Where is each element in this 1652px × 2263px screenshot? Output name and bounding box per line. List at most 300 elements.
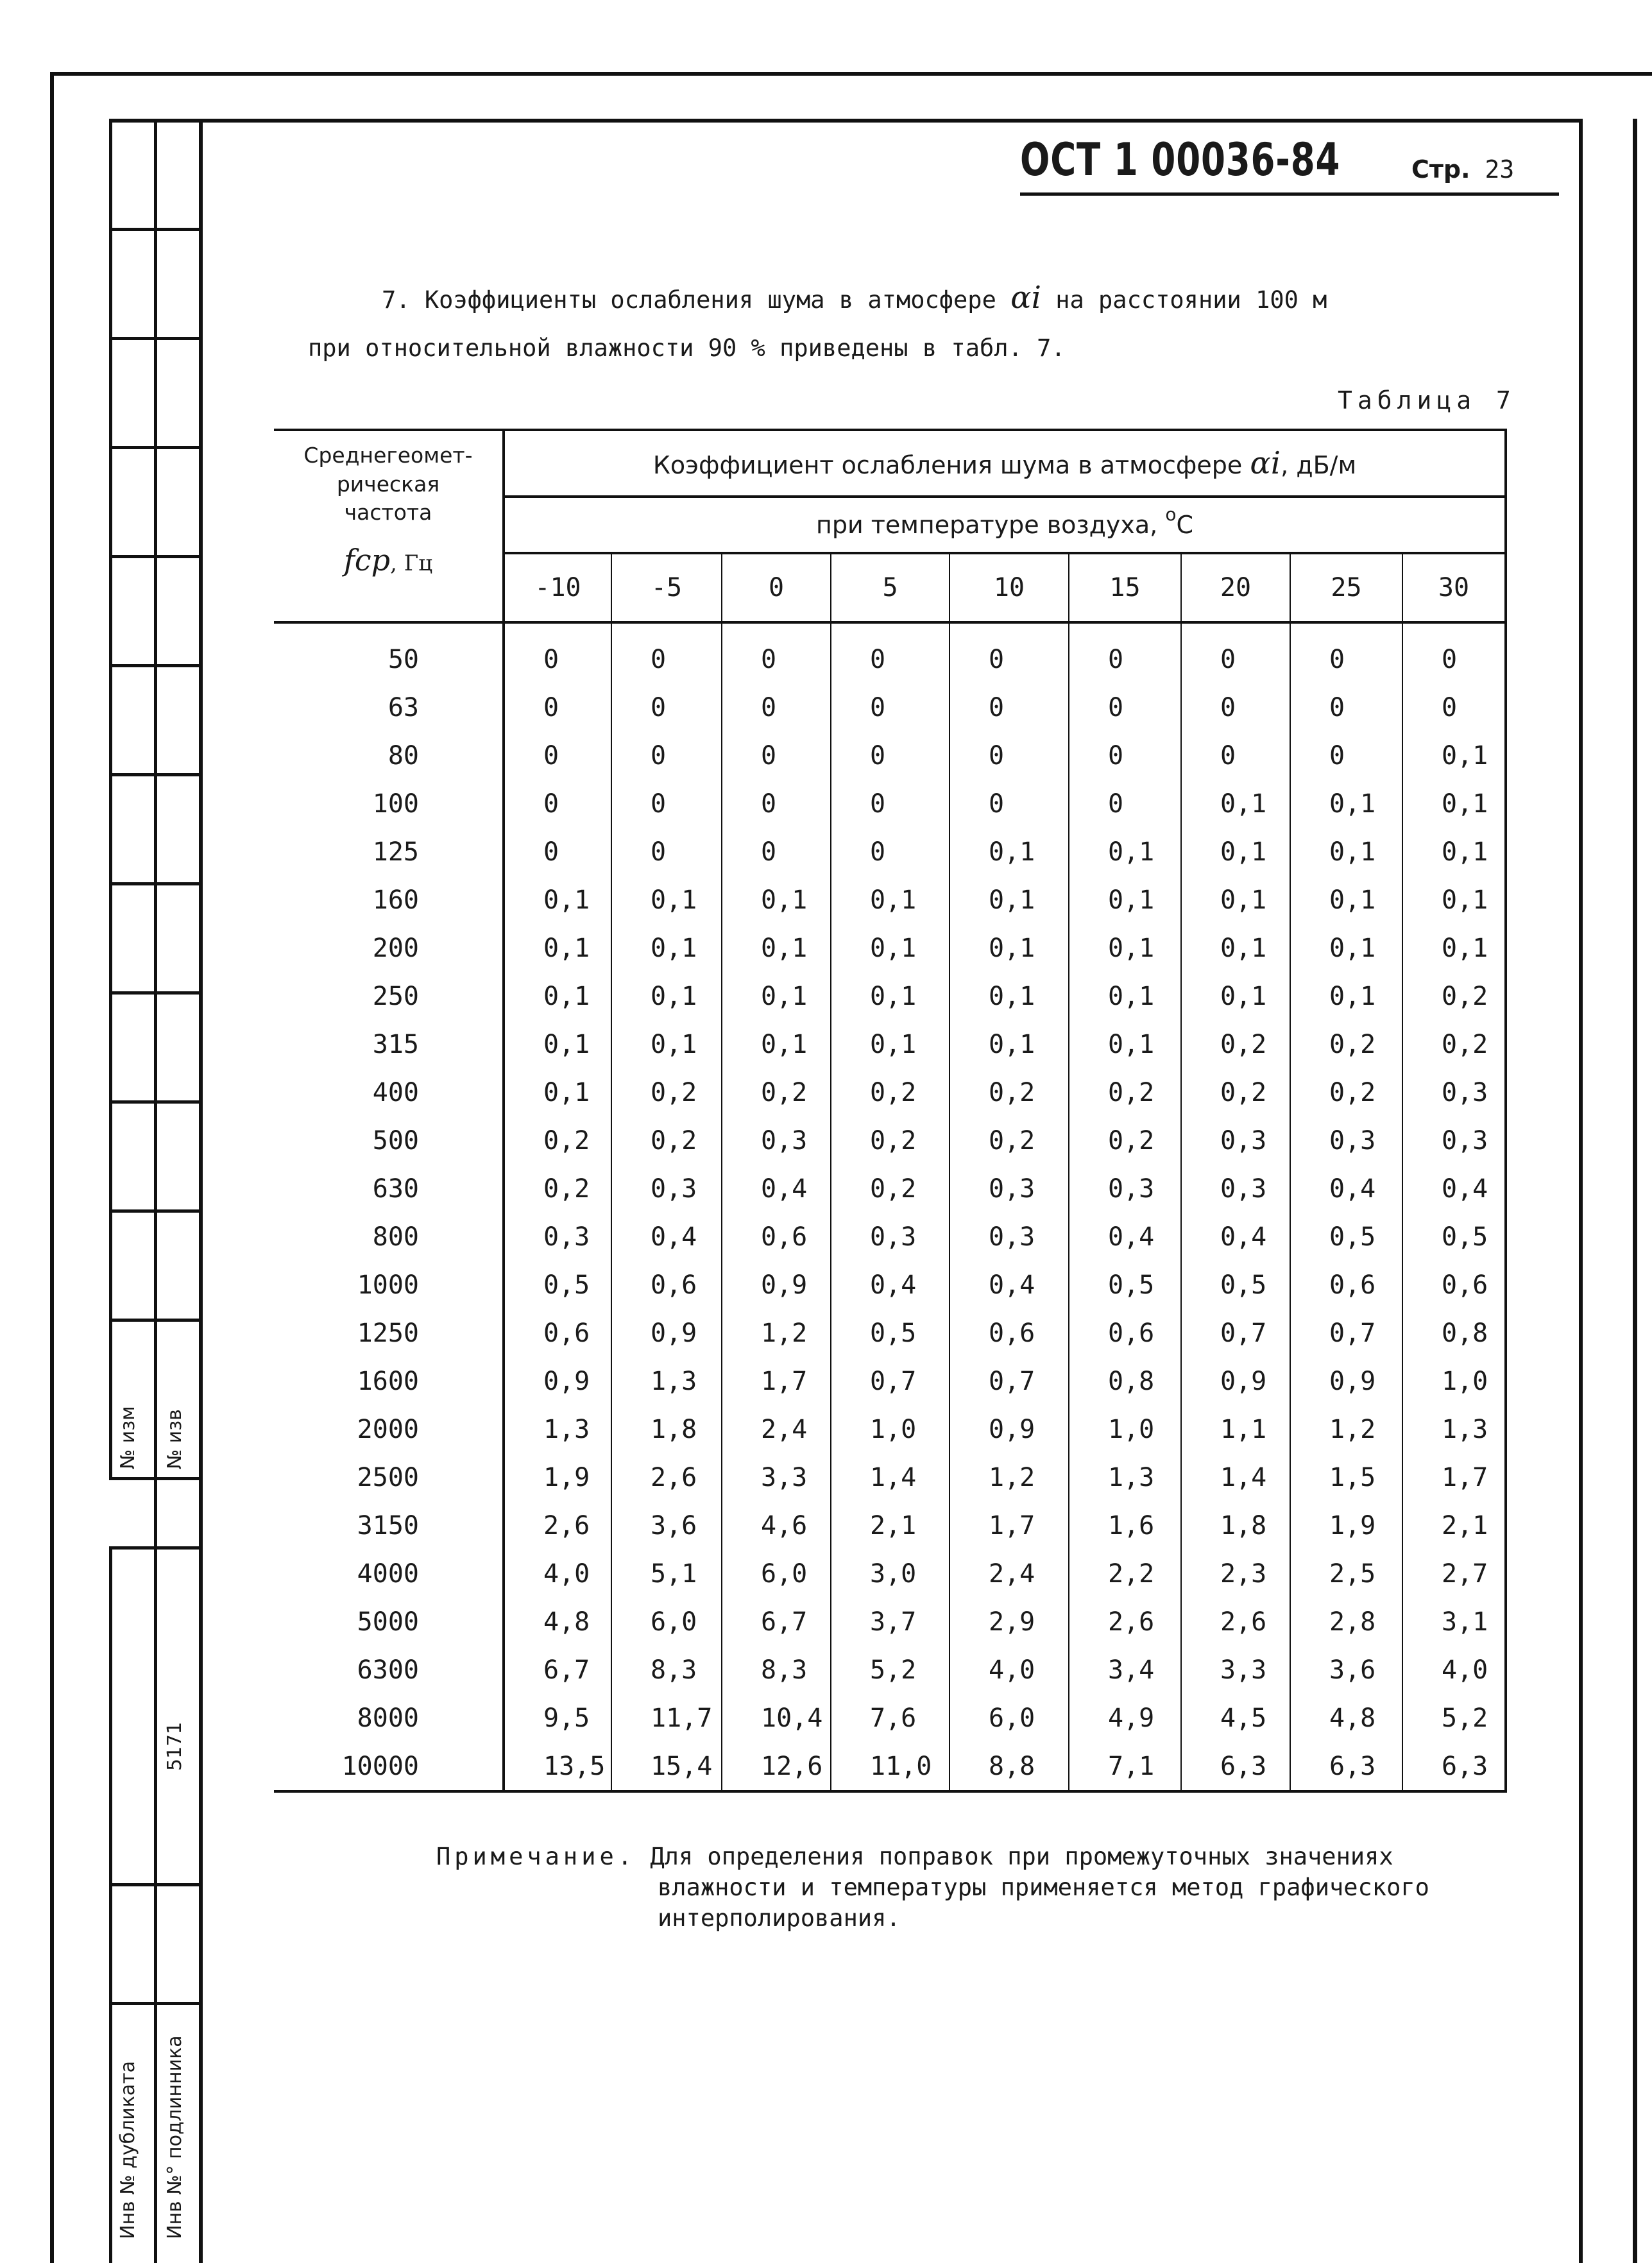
- value-cell: 1,3: [504, 1405, 611, 1453]
- table-row: [274, 1646, 1506, 1694]
- alpha-symbol-header: αi: [1250, 445, 1281, 481]
- value-cell: 0,9: [722, 1261, 831, 1309]
- frequency-cell: 2000: [274, 1405, 504, 1453]
- temperature-cell: -5: [611, 553, 722, 622]
- value-cell: 1,3: [611, 1357, 722, 1405]
- table-row: [274, 1357, 1506, 1405]
- value-cell: 0,1: [1402, 780, 1506, 828]
- value-cell: 0,6: [949, 1309, 1069, 1357]
- value-cell: 0,2: [722, 1068, 831, 1116]
- value-cell: 3,0: [831, 1550, 949, 1598]
- value-cell: 0,9: [1181, 1357, 1290, 1405]
- value-cell: 0,2: [949, 1116, 1069, 1165]
- value-cell: 6,0: [611, 1598, 722, 1646]
- paragraph-text-b: на расстоянии 100 м: [1055, 286, 1327, 314]
- value-cell: 2,2: [1069, 1550, 1181, 1598]
- page-label: Стр.: [1411, 155, 1470, 184]
- note-label: Примечание.: [436, 1843, 636, 1870]
- page-frame-right: [1579, 119, 1583, 2263]
- table-row: [274, 972, 1506, 1020]
- value-cell: 0,1: [949, 1020, 1069, 1068]
- value-cell: 2,5: [1290, 1550, 1402, 1598]
- value-cell: 2,9: [949, 1598, 1069, 1646]
- value-cell: 2,6: [1069, 1598, 1181, 1646]
- frequency-cell: 3150: [274, 1501, 504, 1550]
- value-cell: 6,0: [722, 1550, 831, 1598]
- value-cell: 0: [1290, 731, 1402, 780]
- value-cell: 1,7: [1402, 1453, 1506, 1501]
- value-cell: 1,2: [949, 1453, 1069, 1501]
- value-cell: 0,5: [1290, 1213, 1402, 1261]
- frequency-cell: 63: [274, 683, 504, 731]
- frequency-cell: 2500: [274, 1453, 504, 1501]
- value-cell: 4,8: [504, 1598, 611, 1646]
- value-cell: 6,0: [949, 1694, 1069, 1742]
- value-cell: 0: [831, 828, 949, 876]
- value-cell: 13,5: [504, 1742, 611, 1791]
- table-row: [274, 1453, 1506, 1501]
- frequency-cell: 1600: [274, 1357, 504, 1405]
- value-cell: 0: [1069, 780, 1181, 828]
- value-cell: 3,4: [1069, 1646, 1181, 1694]
- inv-podlinnika-label: Инв №° подлинника: [164, 2035, 186, 2239]
- value-cell: 0: [611, 780, 722, 828]
- value-cell: 0,3: [722, 1116, 831, 1165]
- value-cell: 0,1: [611, 876, 722, 924]
- value-cell: 0,3: [1402, 1068, 1506, 1116]
- value-cell: 4,9: [1069, 1694, 1181, 1742]
- value-cell: 3,7: [831, 1598, 949, 1646]
- value-cell: 3,6: [1290, 1646, 1402, 1694]
- value-cell: 0,1: [611, 972, 722, 1020]
- value-cell: 0,1: [1069, 876, 1181, 924]
- value-cell: 0,1: [831, 1020, 949, 1068]
- table-row: [274, 1020, 1506, 1068]
- frequency-column-header: Среднегеомет- рическая частота fср, Гц: [274, 430, 504, 622]
- value-cell: 0,9: [949, 1405, 1069, 1453]
- value-cell: 1,0: [1402, 1357, 1506, 1405]
- temperature-cell: -10: [504, 553, 611, 622]
- value-cell: 0,1: [1402, 731, 1506, 780]
- value-cell: 0,2: [1181, 1068, 1290, 1116]
- paragraph-text-a: 7. Коэффициенты ослабления шума в атмосфере: [382, 286, 996, 314]
- attenuation-header: Коэффициент ослабления шума в атмосфере αi, дБ/м: [504, 430, 1506, 497]
- value-cell: 0,4: [1069, 1213, 1181, 1261]
- value-cell: 3,6: [611, 1501, 722, 1550]
- value-cell: 10,4: [722, 1694, 831, 1742]
- table-row: [274, 1116, 1506, 1165]
- value-cell: 2,3: [1181, 1550, 1290, 1598]
- value-cell: 0,2: [831, 1116, 949, 1165]
- value-cell: 0,3: [1402, 1116, 1506, 1165]
- frequency-cell: 100: [274, 780, 504, 828]
- temperature-cell: 20: [1181, 553, 1290, 622]
- value-cell: 0,1: [1181, 924, 1290, 972]
- value-cell: 3,1: [1402, 1598, 1506, 1646]
- frequency-cell: 80: [274, 731, 504, 780]
- frequency-cell: 630: [274, 1165, 504, 1213]
- value-cell: 0,2: [831, 1165, 949, 1213]
- value-cell: 0,3: [949, 1213, 1069, 1261]
- value-cell: 0,1: [722, 876, 831, 924]
- value-cell: 0: [1069, 622, 1181, 683]
- paragraph-line-1: [382, 280, 1327, 316]
- inv-dublikata-label: Инв № дубликата: [117, 2060, 139, 2239]
- value-cell: 0,1: [949, 924, 1069, 972]
- stamp-strip-border: [199, 119, 203, 2263]
- value-cell: 2,6: [504, 1501, 611, 1550]
- value-cell: 0,4: [722, 1165, 831, 1213]
- value-cell: 0,2: [504, 1116, 611, 1165]
- value-cell: 1,8: [611, 1405, 722, 1453]
- value-cell: 0,1: [504, 972, 611, 1020]
- value-cell: 4,8: [1290, 1694, 1402, 1742]
- value-cell: 1,3: [1069, 1453, 1181, 1501]
- value-cell: 0: [722, 828, 831, 876]
- value-cell: 0,2: [1290, 1020, 1402, 1068]
- frequency-unit: , Гц: [390, 550, 433, 576]
- table-row: [274, 1742, 1506, 1791]
- value-cell: 0,4: [1181, 1213, 1290, 1261]
- value-cell: 8,3: [611, 1646, 722, 1694]
- value-cell: 7,6: [831, 1694, 949, 1742]
- frequency-cell: 1250: [274, 1309, 504, 1357]
- table-row: [274, 1550, 1506, 1598]
- value-cell: 0,5: [504, 1261, 611, 1309]
- value-cell: 0,1: [504, 1020, 611, 1068]
- frequency-cell: 160: [274, 876, 504, 924]
- value-cell: 0: [611, 731, 722, 780]
- table-caption: Таблица 7: [1338, 386, 1516, 414]
- page-frame-inner-top: [109, 119, 1583, 123]
- frequency-cell: 1000: [274, 1261, 504, 1309]
- value-cell: 0,1: [949, 972, 1069, 1020]
- value-cell: 0: [831, 622, 949, 683]
- value-cell: 0,7: [1181, 1309, 1290, 1357]
- value-cell: 0,5: [831, 1309, 949, 1357]
- stamp-strip: [109, 119, 201, 2263]
- value-cell: 0,1: [1181, 828, 1290, 876]
- value-cell: 6,3: [1290, 1742, 1402, 1791]
- value-cell: 0: [504, 828, 611, 876]
- table-row: [274, 1165, 1506, 1213]
- value-cell: 0,1: [1069, 1020, 1181, 1068]
- value-cell: 0,1: [722, 924, 831, 972]
- value-cell: 0: [949, 731, 1069, 780]
- value-cell: 0,2: [611, 1068, 722, 1116]
- value-cell: 11,0: [831, 1742, 949, 1791]
- value-cell: 0,1: [1290, 828, 1402, 876]
- value-cell: 0,3: [1181, 1165, 1290, 1213]
- value-cell: 1,6: [1069, 1501, 1181, 1550]
- value-cell: 0: [1290, 683, 1402, 731]
- value-cell: 0,6: [504, 1309, 611, 1357]
- value-cell: 0,1: [611, 1020, 722, 1068]
- value-cell: 0: [504, 683, 611, 731]
- no-izm-label: № изм: [117, 1406, 139, 1469]
- table-row: [274, 828, 1506, 876]
- value-cell: 0,7: [831, 1357, 949, 1405]
- value-cell: 0,3: [831, 1213, 949, 1261]
- value-cell: 15,4: [611, 1742, 722, 1791]
- inv-number: 5171: [164, 1721, 186, 1771]
- value-cell: 5,2: [1402, 1694, 1506, 1742]
- value-cell: 1,9: [1290, 1501, 1402, 1550]
- value-cell: 0,2: [1069, 1116, 1181, 1165]
- no-izv-label: № изв: [164, 1409, 186, 1469]
- temperature-cell: 25: [1290, 553, 1402, 622]
- value-cell: 0,2: [1290, 1068, 1402, 1116]
- value-cell: 1,1: [1181, 1405, 1290, 1453]
- page-number-value: 23: [1485, 155, 1515, 184]
- value-cell: 2,6: [1181, 1598, 1290, 1646]
- value-cell: 0: [722, 731, 831, 780]
- value-cell: 0: [611, 622, 722, 683]
- temperature-cell: 10: [949, 553, 1069, 622]
- value-cell: 4,5: [1181, 1694, 1290, 1742]
- table-row: [274, 622, 1506, 683]
- value-cell: 1,2: [722, 1309, 831, 1357]
- value-cell: 2,6: [611, 1453, 722, 1501]
- value-cell: 0: [1069, 731, 1181, 780]
- value-cell: 0,9: [504, 1357, 611, 1405]
- value-cell: 0: [1069, 683, 1181, 731]
- value-cell: 2,1: [1402, 1501, 1506, 1550]
- value-cell: 1,8: [1181, 1501, 1290, 1550]
- page-frame-right-outer: [1633, 119, 1637, 2263]
- frequency-cell: 8000: [274, 1694, 504, 1742]
- table-row: [274, 780, 1506, 828]
- frequency-cell: 400: [274, 1068, 504, 1116]
- value-cell: 0,5: [1402, 1213, 1506, 1261]
- value-cell: 0,1: [504, 924, 611, 972]
- table-row: [274, 1309, 1506, 1357]
- value-cell: 4,0: [504, 1550, 611, 1598]
- value-cell: 0: [1402, 683, 1506, 731]
- page-number: [1411, 155, 1514, 184]
- value-cell: 1,9: [504, 1453, 611, 1501]
- table-row: [274, 1068, 1506, 1116]
- table-row: [274, 1213, 1506, 1261]
- value-cell: 0: [504, 731, 611, 780]
- value-cell: 1,7: [722, 1357, 831, 1405]
- value-cell: 0,3: [504, 1213, 611, 1261]
- value-cell: 0,2: [1069, 1068, 1181, 1116]
- temperature-cell: 0: [722, 553, 831, 622]
- value-cell: 0,2: [949, 1068, 1069, 1116]
- paragraph-line-2: при относительной влажности 90 % приведены в табл. 7.: [308, 334, 1066, 362]
- frequency-cell: 125: [274, 828, 504, 876]
- value-cell: 4,0: [949, 1646, 1069, 1694]
- attenuation-table: [274, 429, 1507, 1793]
- frequency-cell: 500: [274, 1116, 504, 1165]
- value-cell: 0,3: [1181, 1116, 1290, 1165]
- value-cell: 0: [611, 683, 722, 731]
- value-cell: 0,2: [1402, 1020, 1506, 1068]
- value-cell: 7,1: [1069, 1742, 1181, 1791]
- value-cell: 0,1: [1290, 780, 1402, 828]
- value-cell: 2,8: [1290, 1598, 1402, 1646]
- value-cell: 1,5: [1290, 1453, 1402, 1501]
- value-cell: 0,9: [1290, 1357, 1402, 1405]
- table-row: [274, 683, 1506, 731]
- temperature-cell: 5: [831, 553, 949, 622]
- value-cell: 0,1: [611, 924, 722, 972]
- value-cell: 0,9: [611, 1309, 722, 1357]
- value-cell: 0,8: [1402, 1309, 1506, 1357]
- table-row: [274, 1694, 1506, 1742]
- value-cell: 0,6: [1290, 1261, 1402, 1309]
- value-cell: 0,7: [1290, 1309, 1402, 1357]
- value-cell: 0: [831, 731, 949, 780]
- value-cell: 0: [722, 622, 831, 683]
- frequency-cell: 200: [274, 924, 504, 972]
- value-cell: 0,5: [1069, 1261, 1181, 1309]
- value-cell: 0,2: [831, 1068, 949, 1116]
- value-cell: 2,7: [1402, 1550, 1506, 1598]
- frequency-cell: 5000: [274, 1598, 504, 1646]
- value-cell: 1,4: [1181, 1453, 1290, 1501]
- value-cell: 1,3: [1402, 1405, 1506, 1453]
- value-cell: 0,4: [611, 1213, 722, 1261]
- value-cell: 0,4: [1402, 1165, 1506, 1213]
- value-cell: 0,5: [1181, 1261, 1290, 1309]
- header-rule: [1020, 192, 1559, 196]
- value-cell: 0,1: [722, 1020, 831, 1068]
- value-cell: 0: [831, 683, 949, 731]
- value-cell: 3,3: [722, 1453, 831, 1501]
- table-row: [274, 1405, 1506, 1453]
- value-cell: 6,7: [504, 1646, 611, 1694]
- value-cell: 0,1: [831, 924, 949, 972]
- value-cell: 0,1: [1181, 780, 1290, 828]
- table-row: [274, 1501, 1506, 1550]
- value-cell: 0,7: [949, 1357, 1069, 1405]
- frequency-cell: 10000: [274, 1742, 504, 1791]
- value-cell: 9,5: [504, 1694, 611, 1742]
- value-cell: 3,3: [1181, 1646, 1290, 1694]
- value-cell: 0,1: [1181, 876, 1290, 924]
- value-cell: 0,1: [831, 876, 949, 924]
- value-cell: 4,6: [722, 1501, 831, 1550]
- value-cell: 6,3: [1402, 1742, 1506, 1791]
- temperature-cell: 30: [1402, 553, 1506, 622]
- value-cell: 0,6: [1069, 1309, 1181, 1357]
- value-cell: 0,4: [1290, 1165, 1402, 1213]
- page-frame-left: [50, 72, 54, 2263]
- value-cell: 0: [1181, 683, 1290, 731]
- value-cell: 11,7: [611, 1694, 722, 1742]
- frequency-cell: 4000: [274, 1550, 504, 1598]
- value-cell: 0,1: [949, 828, 1069, 876]
- value-cell: 0,1: [831, 972, 949, 1020]
- value-cell: 1,0: [1069, 1405, 1181, 1453]
- value-cell: 0,1: [1402, 828, 1506, 876]
- value-cell: 1,0: [831, 1405, 949, 1453]
- value-cell: 0,2: [1402, 972, 1506, 1020]
- value-cell: 0,1: [504, 876, 611, 924]
- value-cell: 0,1: [1069, 924, 1181, 972]
- table-row: [274, 1261, 1506, 1309]
- value-cell: 0,4: [949, 1261, 1069, 1309]
- value-cell: 0,2: [504, 1165, 611, 1213]
- value-cell: 4,0: [1402, 1646, 1506, 1694]
- value-cell: 0: [504, 780, 611, 828]
- value-cell: 0: [1181, 731, 1290, 780]
- value-cell: 12,6: [722, 1742, 831, 1791]
- value-cell: 0,3: [611, 1165, 722, 1213]
- value-cell: 0: [722, 683, 831, 731]
- value-cell: 0,6: [1402, 1261, 1506, 1309]
- value-cell: 0: [611, 828, 722, 876]
- value-cell: 0: [949, 622, 1069, 683]
- value-cell: 0,1: [949, 876, 1069, 924]
- value-cell: 0,1: [1290, 972, 1402, 1020]
- value-cell: 0,8: [1069, 1357, 1181, 1405]
- frequency-symbol: fср: [343, 542, 391, 577]
- value-cell: 0,1: [1402, 924, 1506, 972]
- value-cell: 8,3: [722, 1646, 831, 1694]
- frequency-cell: 250: [274, 972, 504, 1020]
- value-cell: 0: [504, 622, 611, 683]
- value-cell: 0,3: [1290, 1116, 1402, 1165]
- frequency-cell: 315: [274, 1020, 504, 1068]
- document-code: ОСТ 1 00036-84: [1020, 133, 1341, 186]
- value-cell: 0: [1402, 622, 1506, 683]
- value-cell: 0,1: [1290, 876, 1402, 924]
- value-cell: 0: [1181, 622, 1290, 683]
- alpha-symbol: αi: [1010, 280, 1041, 316]
- table-note: Примечание. Для определения поправок при промежуточных значениях влажности и температуры применяется метод графического интерполирования.: [436, 1843, 1429, 1933]
- value-cell: 0,2: [611, 1116, 722, 1165]
- value-cell: 0,1: [1069, 972, 1181, 1020]
- frequency-cell: 800: [274, 1213, 504, 1261]
- value-cell: 2,4: [722, 1405, 831, 1453]
- value-cell: 0,1: [722, 972, 831, 1020]
- value-cell: 0,6: [611, 1261, 722, 1309]
- value-cell: 0,6: [722, 1213, 831, 1261]
- value-cell: 0,1: [1290, 924, 1402, 972]
- value-cell: 0,1: [504, 1068, 611, 1116]
- frequency-cell: 50: [274, 622, 504, 683]
- table-row: [274, 1598, 1506, 1646]
- value-cell: 0: [1290, 622, 1402, 683]
- value-cell: 2,1: [831, 1501, 949, 1550]
- value-cell: 0: [831, 780, 949, 828]
- temperature-header: при температуре воздуха, $^o$С: [504, 497, 1506, 553]
- value-cell: 0: [949, 780, 1069, 828]
- temperature-cell: 15: [1069, 553, 1181, 622]
- table-row: [274, 731, 1506, 780]
- value-cell: 6,7: [722, 1598, 831, 1646]
- value-cell: 6,3: [1181, 1742, 1290, 1791]
- table-row: [274, 924, 1506, 972]
- value-cell: 0: [949, 683, 1069, 731]
- table-row: [274, 876, 1506, 924]
- value-cell: 2,4: [949, 1550, 1069, 1598]
- value-cell: 0,1: [1069, 828, 1181, 876]
- value-cell: 0,1: [1181, 972, 1290, 1020]
- page-frame-top: [50, 72, 1652, 76]
- value-cell: 1,4: [831, 1453, 949, 1501]
- frequency-cell: 6300: [274, 1646, 504, 1694]
- value-cell: 1,2: [1290, 1405, 1402, 1453]
- value-cell: 1,7: [949, 1501, 1069, 1550]
- value-cell: 0,2: [1181, 1020, 1290, 1068]
- value-cell: 5,2: [831, 1646, 949, 1694]
- value-cell: 0,3: [1069, 1165, 1181, 1213]
- value-cell: 0,3: [949, 1165, 1069, 1213]
